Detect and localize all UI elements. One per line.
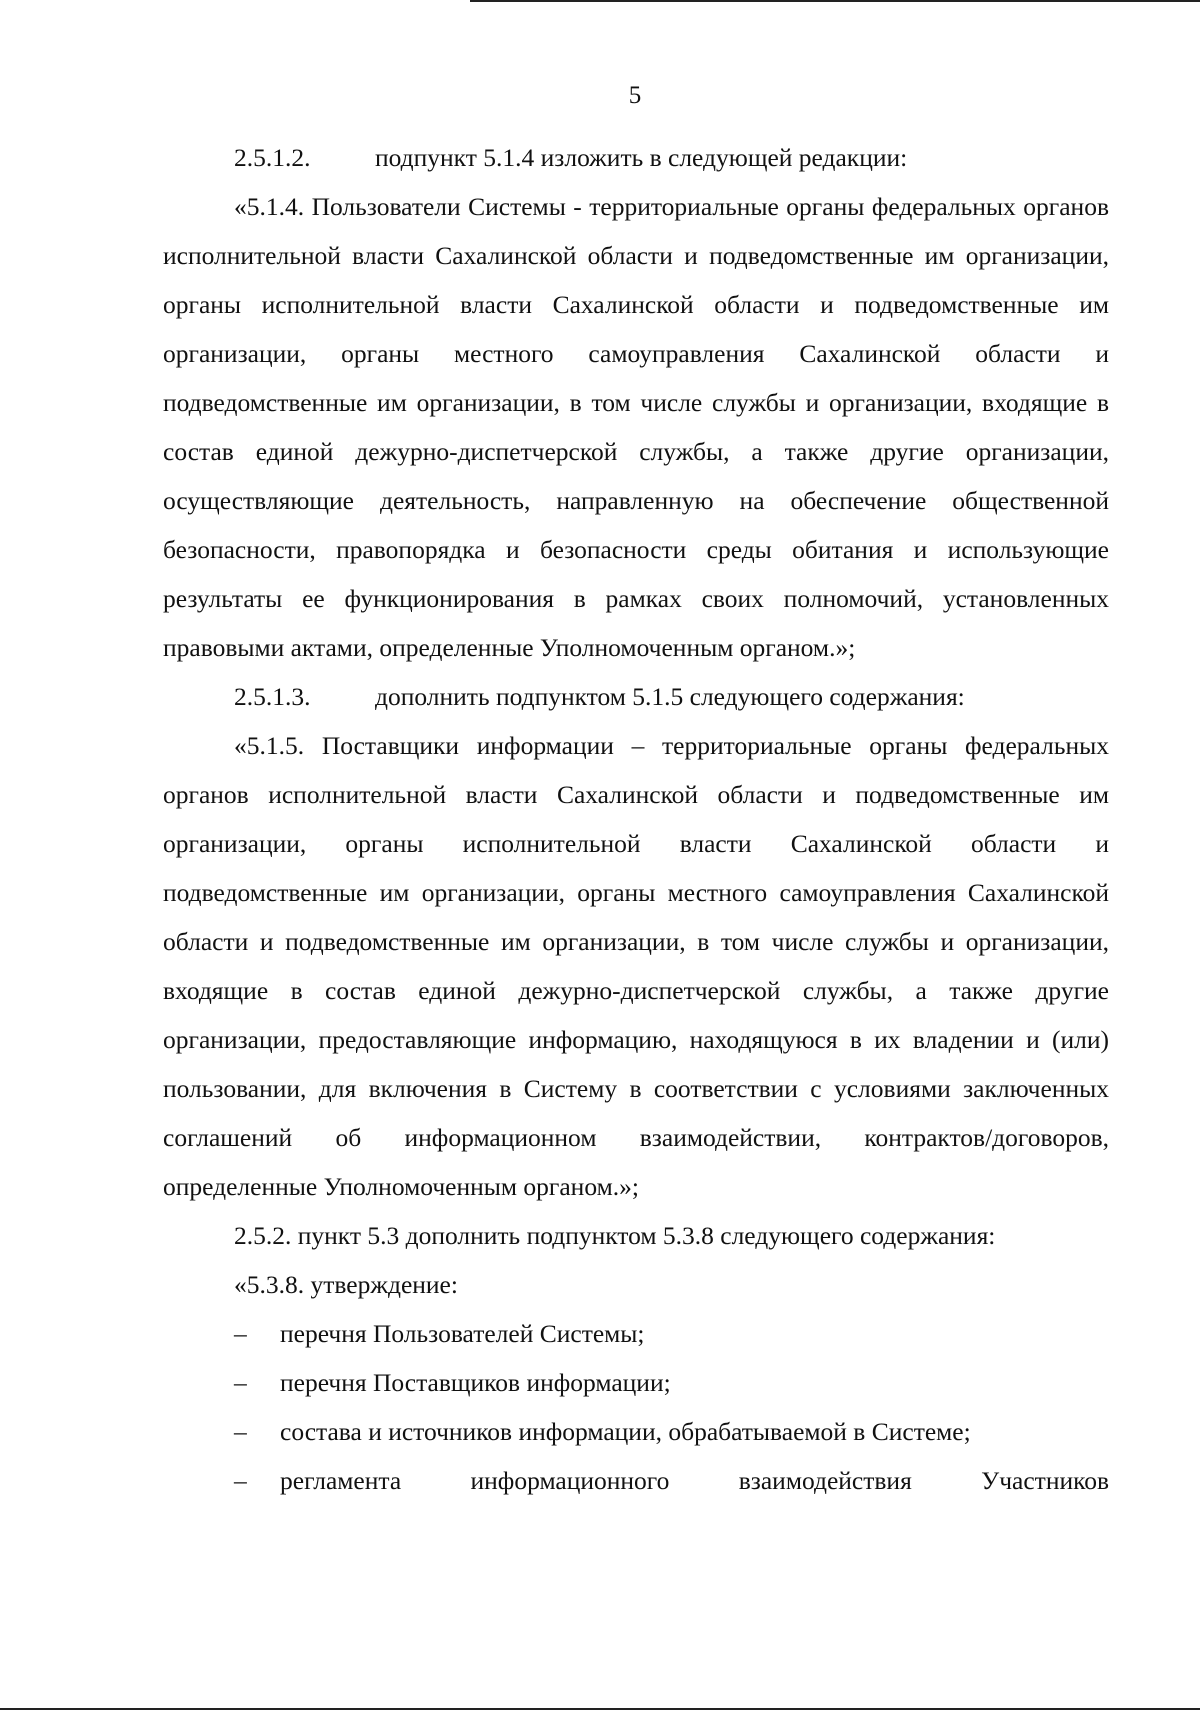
document-body — [163, 133, 1109, 1505]
list-item — [163, 1456, 1109, 1505]
list-item-text: перечня Пользователей Системы; — [280, 1319, 645, 1348]
list-item-text: состава и источников информации, обрабатываемой в Системе; — [280, 1417, 971, 1446]
list-dash: – — [234, 1417, 247, 1446]
clause-5-3-8-heading: «5.3.8. утверждение: — [234, 1270, 458, 1299]
list-item-text: регламента информационного взаимодействия Участников — [280, 1466, 1109, 1495]
subclause-number: 2.5.1.2. — [234, 143, 311, 172]
list-item — [163, 1309, 1109, 1358]
subclause-2-5-2-text: 2.5.2. пункт 5.3 дополнить подпунктом 5.3.8 следующего содержания: — [234, 1221, 996, 1250]
list-dash: – — [234, 1319, 247, 1348]
subclause-heading-text: подпункт 5.1.4 изложить в следующей редакции: — [375, 143, 908, 172]
list-item — [163, 1358, 1109, 1407]
list-item — [163, 1407, 1109, 1456]
list-dash: – — [234, 1368, 247, 1397]
subclause-number: 2.5.1.3. — [234, 682, 311, 711]
page-top-edge — [470, 0, 1200, 2]
list-dash: – — [234, 1466, 247, 1495]
clause-5-1-5-text: «5.1.5. Поставщики информации – территориальные органы федеральных органов исполнительной власти Сахалинской области и подведомственные им организации, органы исполнительной власти Сахалинской области и подведомственные им организации, органы местного самоуправления Сахалинской области и подведомственные им организации, в том числе службы и организации, входящие в состав единой дежурно-диспетчерской службы, а также другие организации, предоставляющие информацию, находящуюся в их владении и (или) пользовании, для включения в Систему в соответствии с условиями заключенных соглашений об информационном взаимодействии, контрактов/договоров, определенные Уполномоченным органом.»; — [163, 731, 1109, 1201]
subclause-heading-text: дополнить подпунктом 5.1.5 следующего содержания: — [375, 682, 965, 711]
page-number: 5 — [628, 82, 642, 109]
subclause-2-5-1-3-heading — [163, 672, 1109, 721]
list-item-text: перечня Поставщиков информации; — [280, 1368, 671, 1397]
clause-5-1-4-text: «5.1.4. Пользователи Системы - территориальные органы федеральных органов исполнительной власти Сахалинской области и подведомственные им организации, органы исполнительной власти Сахалинской области и подведомственные им организации, органы местного самоуправления Сахалинской области и подведомственные им организации, в том числе службы и организации, входящие в состав единой дежурно-диспетчерской службы, а также другие организации, осуществляющие деятельность, направленную на обеспечение общественной безопасности, правопорядка и безопасности среды обитания и использующие результаты ее функционирования в рамках своих полномочий, установленных правовыми актами, определенные Уполномоченным органом.»; — [163, 192, 1109, 662]
subclause-2-5-1-2-heading — [163, 133, 1109, 182]
